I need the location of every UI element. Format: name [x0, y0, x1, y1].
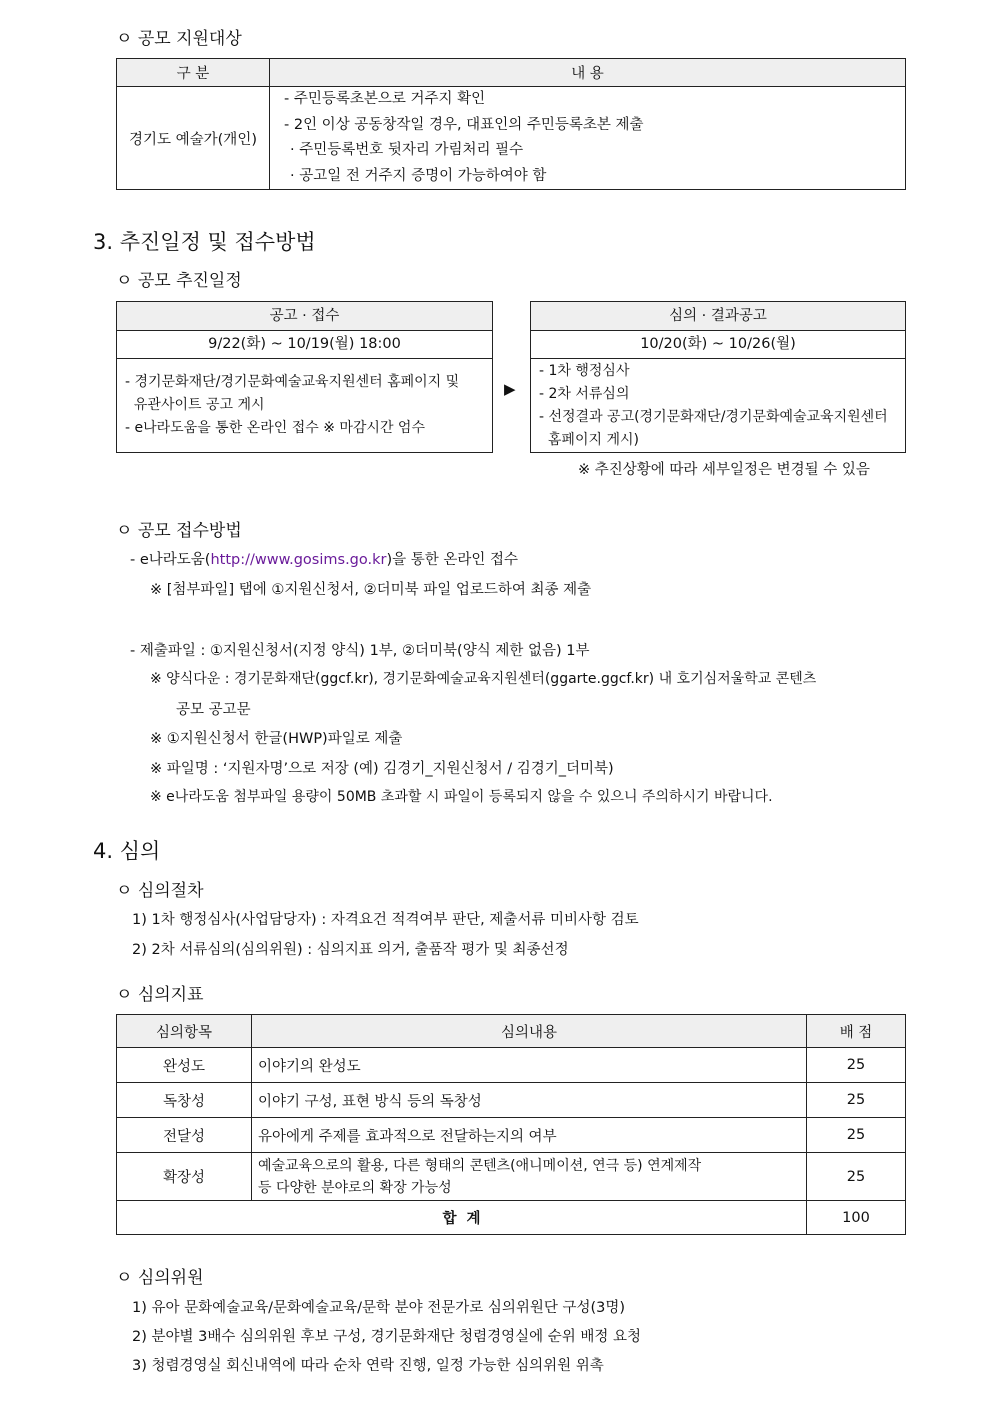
schedule-box-review — [530, 301, 906, 453]
target-item: - 2인 이상 공동창작일 경우, 대표인의 주민등록초본 제출 — [284, 116, 644, 133]
method-line-1 — [130, 548, 518, 569]
target-heading: ㅇ 공모 지원대상 — [116, 29, 242, 49]
schedule-review-line: - 선정결과 공고(경기문화재단/경기문화예술교육지원센터 — [539, 409, 888, 425]
schedule-announce-line: - 경기문화재단/경기문화예술교육지원센터 홈페이지 및 — [125, 374, 460, 390]
jury-item: 3) 청렴경영실 회신내역에 따라 순차 연락 진행, 일정 가능한 심의위원 위촉 — [132, 1358, 604, 1374]
table-row — [117, 1153, 906, 1201]
method-line-5: ※ ①지원신청서 한글(HWP)파일로 제출 — [150, 731, 403, 747]
schedule-heading: ㅇ 공모 추진일정 — [116, 271, 242, 291]
criteria-total-label: 합 계 — [117, 1201, 807, 1235]
table-row — [117, 1048, 906, 1083]
criteria-item: 독창성 — [117, 1083, 252, 1118]
criteria-score: 25 — [807, 1118, 906, 1153]
criteria-col-item: 심의항목 — [117, 1015, 252, 1048]
section3-title: 3. 추진일정 및 접수방법 — [93, 230, 316, 254]
method-line-7: ※ e나라도움 첨부파일 용량이 50MB 초과할 시 파일이 등록되지 않을 수 있으니 주의하시기 바랍니다. — [150, 789, 773, 805]
target-row-label: 경기도 예술가(개인) — [117, 87, 270, 190]
criteria-desc-line: 등 다양한 분야로의 확장 가능성 — [258, 1179, 452, 1196]
criteria-table — [116, 1014, 906, 1235]
procedure-step: 2) 2차 서류심의(심의위원) : 심의지표 의거, 출품작 평가 및 최종선정 — [132, 942, 569, 958]
criteria-desc: 이야기 구성, 표현 방식 등의 독창성 — [252, 1083, 807, 1118]
criteria-desc: 이야기의 완성도 — [252, 1048, 807, 1083]
gosims-link[interactable]: http://www.gosims.go.kr — [210, 552, 387, 568]
table-row — [117, 1083, 906, 1118]
schedule-box-announce — [116, 301, 493, 453]
method-line-1-pre: - e나라도움( — [130, 552, 211, 568]
criteria-heading: ㅇ 심의지표 — [116, 985, 204, 1005]
schedule-announce-date: 9/22(화) ~ 10/19(월) 18:00 — [117, 331, 492, 359]
criteria-item: 확장성 — [117, 1153, 252, 1201]
method-heading: ㅇ 공모 접수방법 — [116, 521, 242, 541]
jury-item: 1) 유아 문화예술교육/문화예술교육/문학 분야 전문가로 심의위원단 구성(3명) — [132, 1300, 626, 1316]
criteria-score: 25 — [807, 1083, 906, 1118]
target-col-label: 구 분 — [117, 59, 270, 87]
schedule-announce-line: - e나라도움을 통한 온라인 접수 ※ 마감시간 엄수 — [125, 420, 425, 436]
table-row-total — [117, 1201, 906, 1235]
criteria-desc: 유아에게 주제를 효과적으로 전달하는지의 여부 — [252, 1118, 807, 1153]
method-line-2: ※ [첨부파일] 탭에 ①지원신청서, ②더미북 파일 업로드하여 최종 제출 — [150, 582, 592, 598]
jury-heading: ㅇ 심의위원 — [116, 1268, 204, 1288]
method-line-4: ※ 양식다운 : 경기문화재단(ggcf.kr), 경기문화예술교육지원센터(ggarte.ggcf.kr) 내 호기심저울학교 콘텐츠 — [150, 671, 817, 687]
target-col-content: 내 용 — [270, 59, 906, 87]
method-line-1-post: )을 통한 온라인 접수 — [386, 552, 519, 568]
target-item: - 주민등록초본으로 거주지 확인 — [284, 91, 486, 107]
schedule-review-line: - 2차 서류심의 — [539, 386, 630, 402]
criteria-desc — [252, 1153, 807, 1201]
target-row-content — [270, 87, 906, 190]
schedule-review-date: 10/20(화) ~ 10/26(월) — [531, 331, 905, 359]
procedure-heading: ㅇ 심의절차 — [116, 881, 204, 901]
target-table — [116, 58, 906, 190]
criteria-total-score: 100 — [807, 1201, 906, 1235]
schedule-note: ※ 추진상황에 따라 세부일정은 변경될 수 있음 — [578, 462, 870, 478]
schedule-review-line: 홈페이지 게시) — [539, 432, 639, 448]
schedule-review-line: - 1차 행정심사 — [539, 363, 630, 379]
jury-item: 2) 분야별 3배수 심의위원 후보 구성, 경기문화재단 청렴경영실에 순위 배정 요청 — [132, 1329, 642, 1345]
procedure-step: 1) 1차 행정심사(사업담당자) : 자격요건 적격여부 판단, 제출서류 미비사항 검토 — [132, 912, 639, 928]
target-item: · 공고일 전 거주지 증명이 가능하여야 함 — [290, 167, 547, 184]
arrow-right-icon: ▶ — [504, 380, 516, 398]
schedule-announce-line: 유관사이트 공고 게시 — [125, 397, 265, 413]
criteria-col-score: 배 점 — [807, 1015, 906, 1048]
schedule-review-head: 심의 · 결과공고 — [531, 302, 905, 331]
criteria-score: 25 — [807, 1048, 906, 1083]
section4-title: 4. 심의 — [93, 839, 161, 863]
criteria-score: 25 — [807, 1153, 906, 1201]
method-line-6: ※ 파일명 : ‘지원자명’으로 저장 (예) 김경기_지원신청서 / 김경기_더미북) — [150, 761, 614, 777]
method-line-4b: 공모 공고문 — [176, 702, 251, 718]
criteria-col-desc: 심의내용 — [252, 1015, 807, 1048]
schedule-announce-head: 공고 · 접수 — [117, 302, 492, 331]
criteria-item: 완성도 — [117, 1048, 252, 1083]
target-item: · 주민등록번호 뒷자리 가림처리 필수 — [290, 142, 524, 158]
table-row — [117, 1118, 906, 1153]
criteria-desc-line: 예술교육으로의 활용, 다른 형태의 콘텐츠(애니메이션, 연극 등) 연계제작 — [258, 1157, 702, 1174]
criteria-item: 전달성 — [117, 1118, 252, 1153]
method-line-3: - 제출파일 : ①지원신청서(지정 양식) 1부, ②더미북(양식 제한 없음) 1부 — [130, 643, 590, 659]
